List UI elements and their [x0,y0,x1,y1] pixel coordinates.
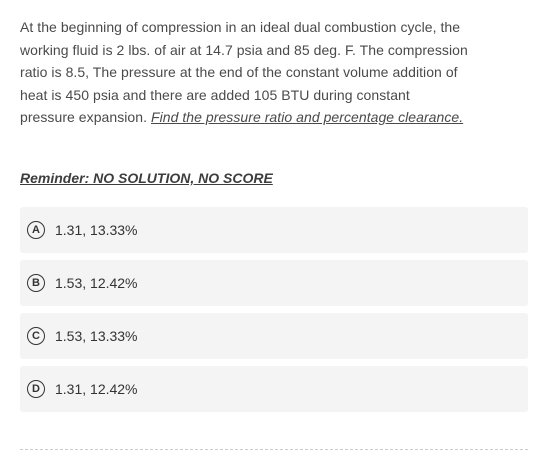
answer-options [20,207,528,419]
option-b-text: 1.53, 12.42% [55,275,138,291]
question-line-1: At the beginning of compression in an ideal dual combustion cycle, the [20,19,461,35]
option-d[interactable] [20,366,528,412]
option-a-text: 1.31, 13.33% [55,222,138,238]
option-a-letter-icon: A [27,221,45,239]
reminder-text: Reminder: NO SOLUTION, NO SCORE [20,170,273,186]
option-c[interactable] [20,313,528,359]
question-line-3: ratio is 8.5, The pressure at the end of the constant volume addition of [20,64,458,80]
option-b-letter-icon: B [27,274,45,292]
option-d-letter-icon: D [27,380,45,398]
option-c-text: 1.53, 13.33% [55,328,138,344]
question-line-4: heat is 450 psia and there are added 105 BTU during constant [20,86,410,103]
question-task: Find the pressure ratio and percentage clearance. [150,109,464,125]
option-d-text: 1.31, 12.42% [55,381,138,397]
bottom-divider [20,449,528,450]
option-c-letter-icon: C [27,327,45,345]
question-line-5: pressure expansion. [20,109,148,125]
option-b[interactable] [20,260,528,306]
question-text [20,16,528,129]
question-line-2: working fluid is 2 lbs. of air at 14.7 psia and 85 deg. F. The compression [20,41,468,58]
option-a[interactable] [20,207,528,253]
